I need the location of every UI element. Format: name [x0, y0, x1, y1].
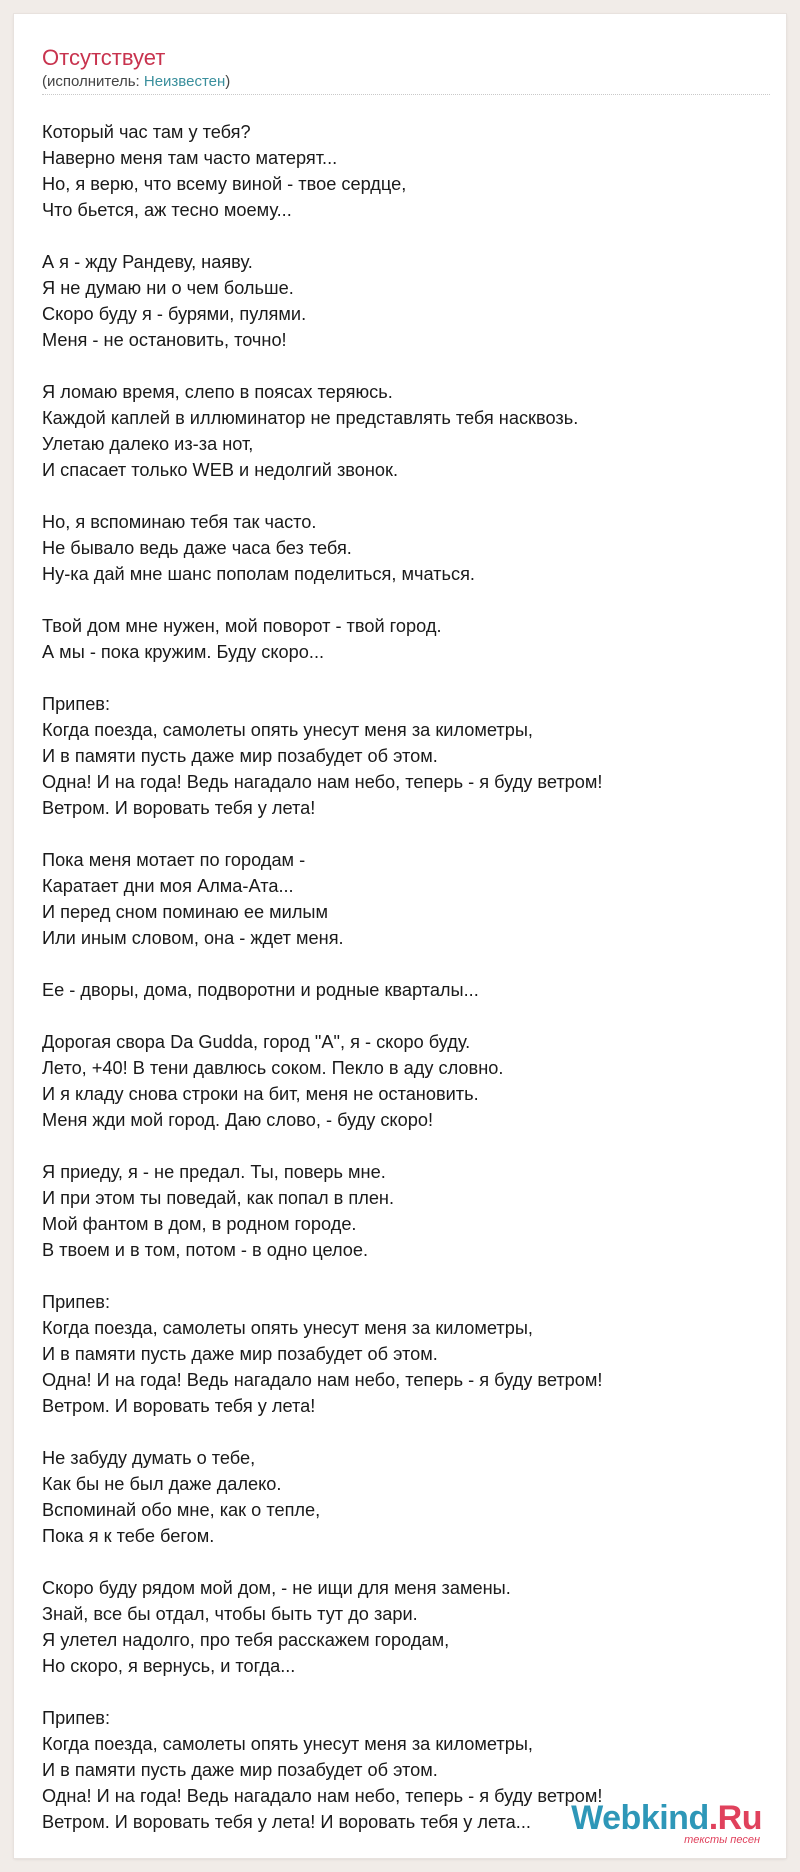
- lyric-line: Улетаю далеко из-за нот,: [42, 434, 254, 454]
- lyric-line: Каратает дни моя Алма-Ата...: [42, 876, 294, 896]
- lyric-line: Знай, все бы отдал, чтобы быть тут до зари.: [42, 1604, 418, 1624]
- artist-suffix: ): [225, 73, 231, 90]
- lyric-line: Скоро буду я - бурями, пулями.: [42, 304, 307, 324]
- lyric-line: Вспоминай обо мне, как о тепле,: [42, 1500, 321, 1520]
- title-divider: [42, 94, 770, 95]
- lyric-line: Ветром. И воровать тебя у лета! И воровать тебя у лета...: [42, 1812, 531, 1832]
- stanza-gap: [42, 223, 770, 249]
- lyric-line: Но, я верю, что всему виной - твое сердце,: [42, 174, 407, 194]
- lyric-line: Я улетел надолго, про тебя расскажем городам,: [42, 1630, 450, 1650]
- lyric-line: Одна! И на года! Ведь нагадало нам небо, теперь - я буду ветром!: [42, 1786, 603, 1806]
- lyric-line: Я ломаю время, слепо в поясах теряюсь.: [42, 382, 393, 402]
- lyric-line: И в памяти пусть даже мир позабудет об этом.: [42, 1760, 438, 1780]
- logo-tagline: тексты песен: [684, 1834, 760, 1846]
- stanza-gap: [42, 1679, 770, 1705]
- lyric-line: Скоро буду рядом мой дом, - не ищи для меня замены.: [42, 1578, 511, 1598]
- stanza-gap: [42, 353, 770, 379]
- lyric-line: И перед сном поминаю ее милым: [42, 902, 329, 922]
- site-logo[interactable]: [571, 1800, 762, 1846]
- lyric-line: В твоем и в том, потом - в одно целое.: [42, 1240, 369, 1260]
- lyric-line: А я - жду Рандеву, наяву.: [42, 252, 253, 272]
- lyric-line: А мы - пока кружим. Буду скоро...: [42, 642, 325, 662]
- logo-wordmark: [571, 1800, 762, 1836]
- lyric-line: Когда поезда, самолеты опять унесут меня за километры,: [42, 720, 533, 740]
- logo-tld: .Ru: [708, 1799, 762, 1837]
- stanza-gap: [42, 587, 770, 613]
- lyric-line: Мой фантом в дом, в родном городе.: [42, 1214, 357, 1234]
- lyric-line: Припев:: [42, 1292, 111, 1312]
- lyric-line: Что бьется, аж тесно моему...: [42, 200, 292, 220]
- lyric-line: И спасает только WEB и недолгий звонок.: [42, 460, 399, 480]
- lyric-line: Я приеду, я - не предал. Ты, поверь мне.: [42, 1162, 386, 1182]
- lyric-line: Припев:: [42, 694, 111, 714]
- lyric-line: Когда поезда, самолеты опять унесут меня за километры,: [42, 1318, 533, 1338]
- stanza-gap: [42, 821, 770, 847]
- stanza-gap: [42, 1419, 770, 1445]
- lyric-line: Твой дом мне нужен, мой поворот - твой город.: [42, 616, 442, 636]
- lyric-line: И при этом ты поведай, как попал в плен.: [42, 1188, 395, 1208]
- lyrics-text: [42, 119, 770, 1835]
- lyric-line: Но скоро, я вернусь, и тогда...: [42, 1656, 296, 1676]
- stanza-gap: [42, 1263, 770, 1289]
- lyrics-card: [14, 14, 786, 1858]
- lyric-line: Пока я к тебе бегом.: [42, 1526, 215, 1546]
- lyric-line: Как бы не был даже далеко.: [42, 1474, 282, 1494]
- lyric-line: Лето, +40! В тени давлюсь соком. Пекло в аду словно.: [42, 1058, 504, 1078]
- lyric-line: Каждой каплей в иллюминатор не представлять тебя насквозь.: [42, 408, 579, 428]
- lyric-line: Или иным словом, она - ждет меня.: [42, 928, 344, 948]
- lyric-line: Припев:: [42, 1708, 111, 1728]
- lyric-line: Ветром. И воровать тебя у лета!: [42, 1396, 316, 1416]
- logo-main-text: Webkind: [571, 1799, 709, 1837]
- lyric-line: Когда поезда, самолеты опять унесут меня за километры,: [42, 1734, 533, 1754]
- stanza-gap: [42, 1549, 770, 1575]
- lyric-line: Но, я вспоминаю тебя так часто.: [42, 512, 317, 532]
- lyric-line: Меня жди мой город. Даю слово, - буду скоро!: [42, 1110, 433, 1130]
- stanza-gap: [42, 1003, 770, 1029]
- lyric-line: И я кладу снова строки на бит, меня не остановить.: [42, 1084, 479, 1104]
- stanza-gap: [42, 951, 770, 977]
- lyric-line: Дорогая свора Da Gudda, город "А", я - скоро буду.: [42, 1032, 471, 1052]
- lyric-line: Ну-ка дай мне шанс пополам поделиться, мчаться.: [42, 564, 475, 584]
- lyric-line: Ветром. И воровать тебя у лета!: [42, 798, 316, 818]
- artist-line: [42, 72, 230, 92]
- song-title: Отсутствует: [42, 45, 166, 70]
- stanza-gap: [42, 1133, 770, 1159]
- lyric-line: Который час там у тебя?: [42, 122, 251, 142]
- lyric-line: Одна! И на года! Ведь нагадало нам небо, теперь - я буду ветром!: [42, 772, 603, 792]
- artist-link[interactable]: Неизвестен: [143, 73, 226, 90]
- lyric-line: И в памяти пусть даже мир позабудет об этом.: [42, 1344, 438, 1364]
- artist-prefix: (исполнитель:: [42, 73, 144, 90]
- lyric-line: Ее - дворы, дома, подворотни и родные кварталы...: [42, 980, 479, 1000]
- stanza-gap: [42, 483, 770, 509]
- lyric-line: И в памяти пусть даже мир позабудет об этом.: [42, 746, 438, 766]
- lyric-line: Я не думаю ни о чем больше.: [42, 278, 294, 298]
- lyric-line: Наверно меня там часто матерят...: [42, 148, 338, 168]
- lyric-line: Меня - не остановить, точно!: [42, 330, 287, 350]
- stanza-gap: [42, 665, 770, 691]
- lyric-line: Пока меня мотает по городам -: [42, 850, 306, 870]
- lyric-line: Не бывало ведь даже часа без тебя.: [42, 538, 352, 558]
- lyric-line: Одна! И на года! Ведь нагадало нам небо, теперь - я буду ветром!: [42, 1370, 603, 1390]
- lyric-line: Не забуду думать о тебе,: [42, 1448, 256, 1468]
